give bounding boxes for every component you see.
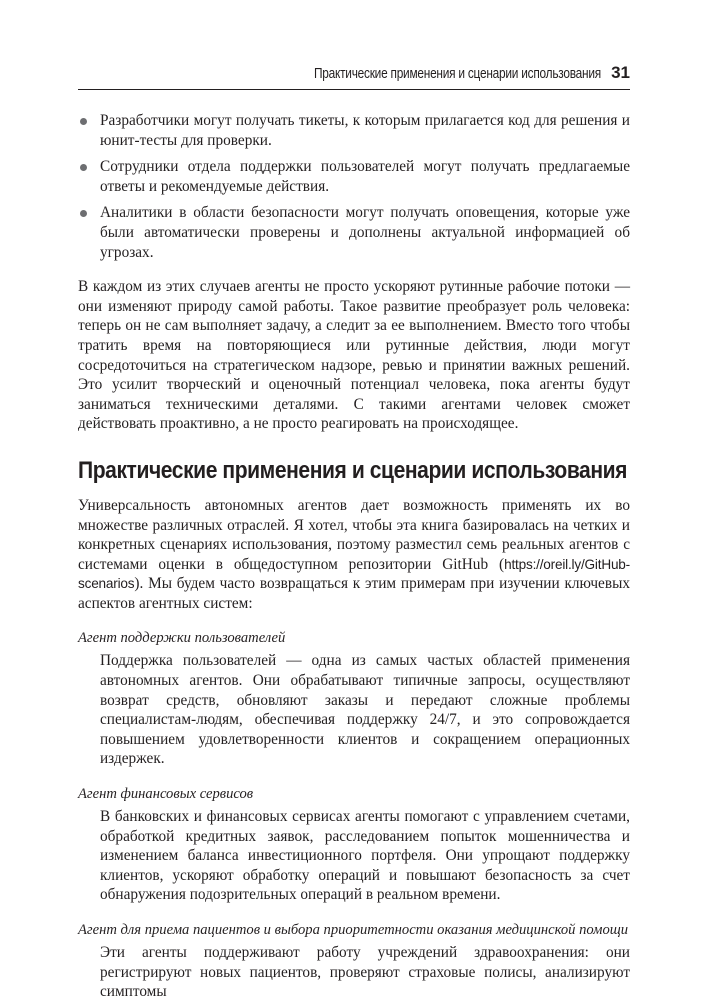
definition-term: Агент финансовых сервисов	[78, 786, 254, 803]
definition-term: Агент поддержки пользователей	[78, 630, 286, 647]
bullet-text: Аналитики в области безопасности могут получать оповещения, которые уже были автоматически проверены и дополнены актуальной информацией об угрозах.	[100, 204, 630, 261]
body-paragraph: В каждом из этих случаев агенты не просто ускоряют рутинные рабочие потоки — они изменяют природу самой работы. Такое развитие преобразует роль человека: теперь он не сам выполняет задачу, а следит за ее выполнением. Вместо того чтобы тратить время на повторяющиеся или рутинные действия, люди могут сосредоточиться на стратегическом надзоре, ревью и принятии важных решений. Это усилит творческий и оценочный потенциал человека, пока агенты будут заниматься техническими деталями. С такими агентами человек сможет действовать проактивно, а не просто реагировать на происходящее.	[78, 278, 630, 433]
definition-text: В банковских и финансовых сервисах агенты помогают с управлением счетами, обработкой кредитных заявок, расследованием попыток мошенничества и изменением баланса инвестиционного портфеля. Они упрощают поддержку клиентов, ускоряют обработку операций и повышают безопасность за счет обнаружения подозрительных операций в реальном времени.	[100, 808, 630, 904]
definition-term: Агент для приема пациентов и выбора приоритетности оказания медицинской помощи	[78, 922, 629, 938]
bullet-icon	[80, 118, 87, 125]
bullet-list	[78, 111, 630, 262]
definition-body	[78, 943, 630, 1002]
bullet-icon	[80, 164, 87, 171]
page-number: 31	[611, 63, 630, 82]
page-body	[78, 111, 630, 1002]
repo-link[interactable]: https://oreil.ly/GitHub-scenarios	[78, 556, 630, 592]
definition-text: Эти агенты поддерживают работу учреждений здравоохранения: они регистрируют новых пациентов, проверяют страховые полисы, анализируют симптомы	[100, 944, 630, 1001]
bullet-item	[78, 111, 630, 150]
bullet-text: Сотрудники отдела поддержки пользователей могут получать предлагаемые ответы и рекомендуемые действия.	[100, 158, 630, 195]
bullet-item	[78, 203, 630, 262]
definition-body	[78, 651, 630, 769]
bullet-item	[78, 157, 630, 196]
definition-text: Поддержка пользователей — одна из самых частых областей применения автономных агентов. Они обрабатывают типичные запросы, осуществляют возврат средств, обновляют заказы и передают сложные проблемы специалистам-людям, обеспечивая поддержку 24/7, и это сопровождается повышением удовлетворенности клиентов и сокращением операционных издержек.	[100, 652, 630, 768]
section-intro	[78, 496, 630, 614]
intro-text: Универсальность автономных агентов дает возможность применять их во множестве различных отраслей. Я хотел, чтобы эта книга базировалась на четких и конкретных сценариях использования, поэтому разместил семь реальных агентов с системами оценки в общедоступном репозитории GitHub (	[78, 496, 630, 573]
bullet-text: Разработчики могут получать тикеты, к которым прилагается код для решения и юнит-тесты для проверки.	[100, 112, 630, 149]
section-heading: Практические применения и сценарии использования	[78, 456, 628, 484]
running-header	[78, 63, 630, 90]
intro-text-cont: ). Мы будем часто возвращаться к этим примерам при изучении ключевых аспектов агентных систем:	[78, 575, 630, 612]
definition-body	[78, 807, 630, 905]
bullet-icon	[80, 210, 87, 217]
running-title: Практические применения и сценарии использования	[314, 66, 602, 82]
